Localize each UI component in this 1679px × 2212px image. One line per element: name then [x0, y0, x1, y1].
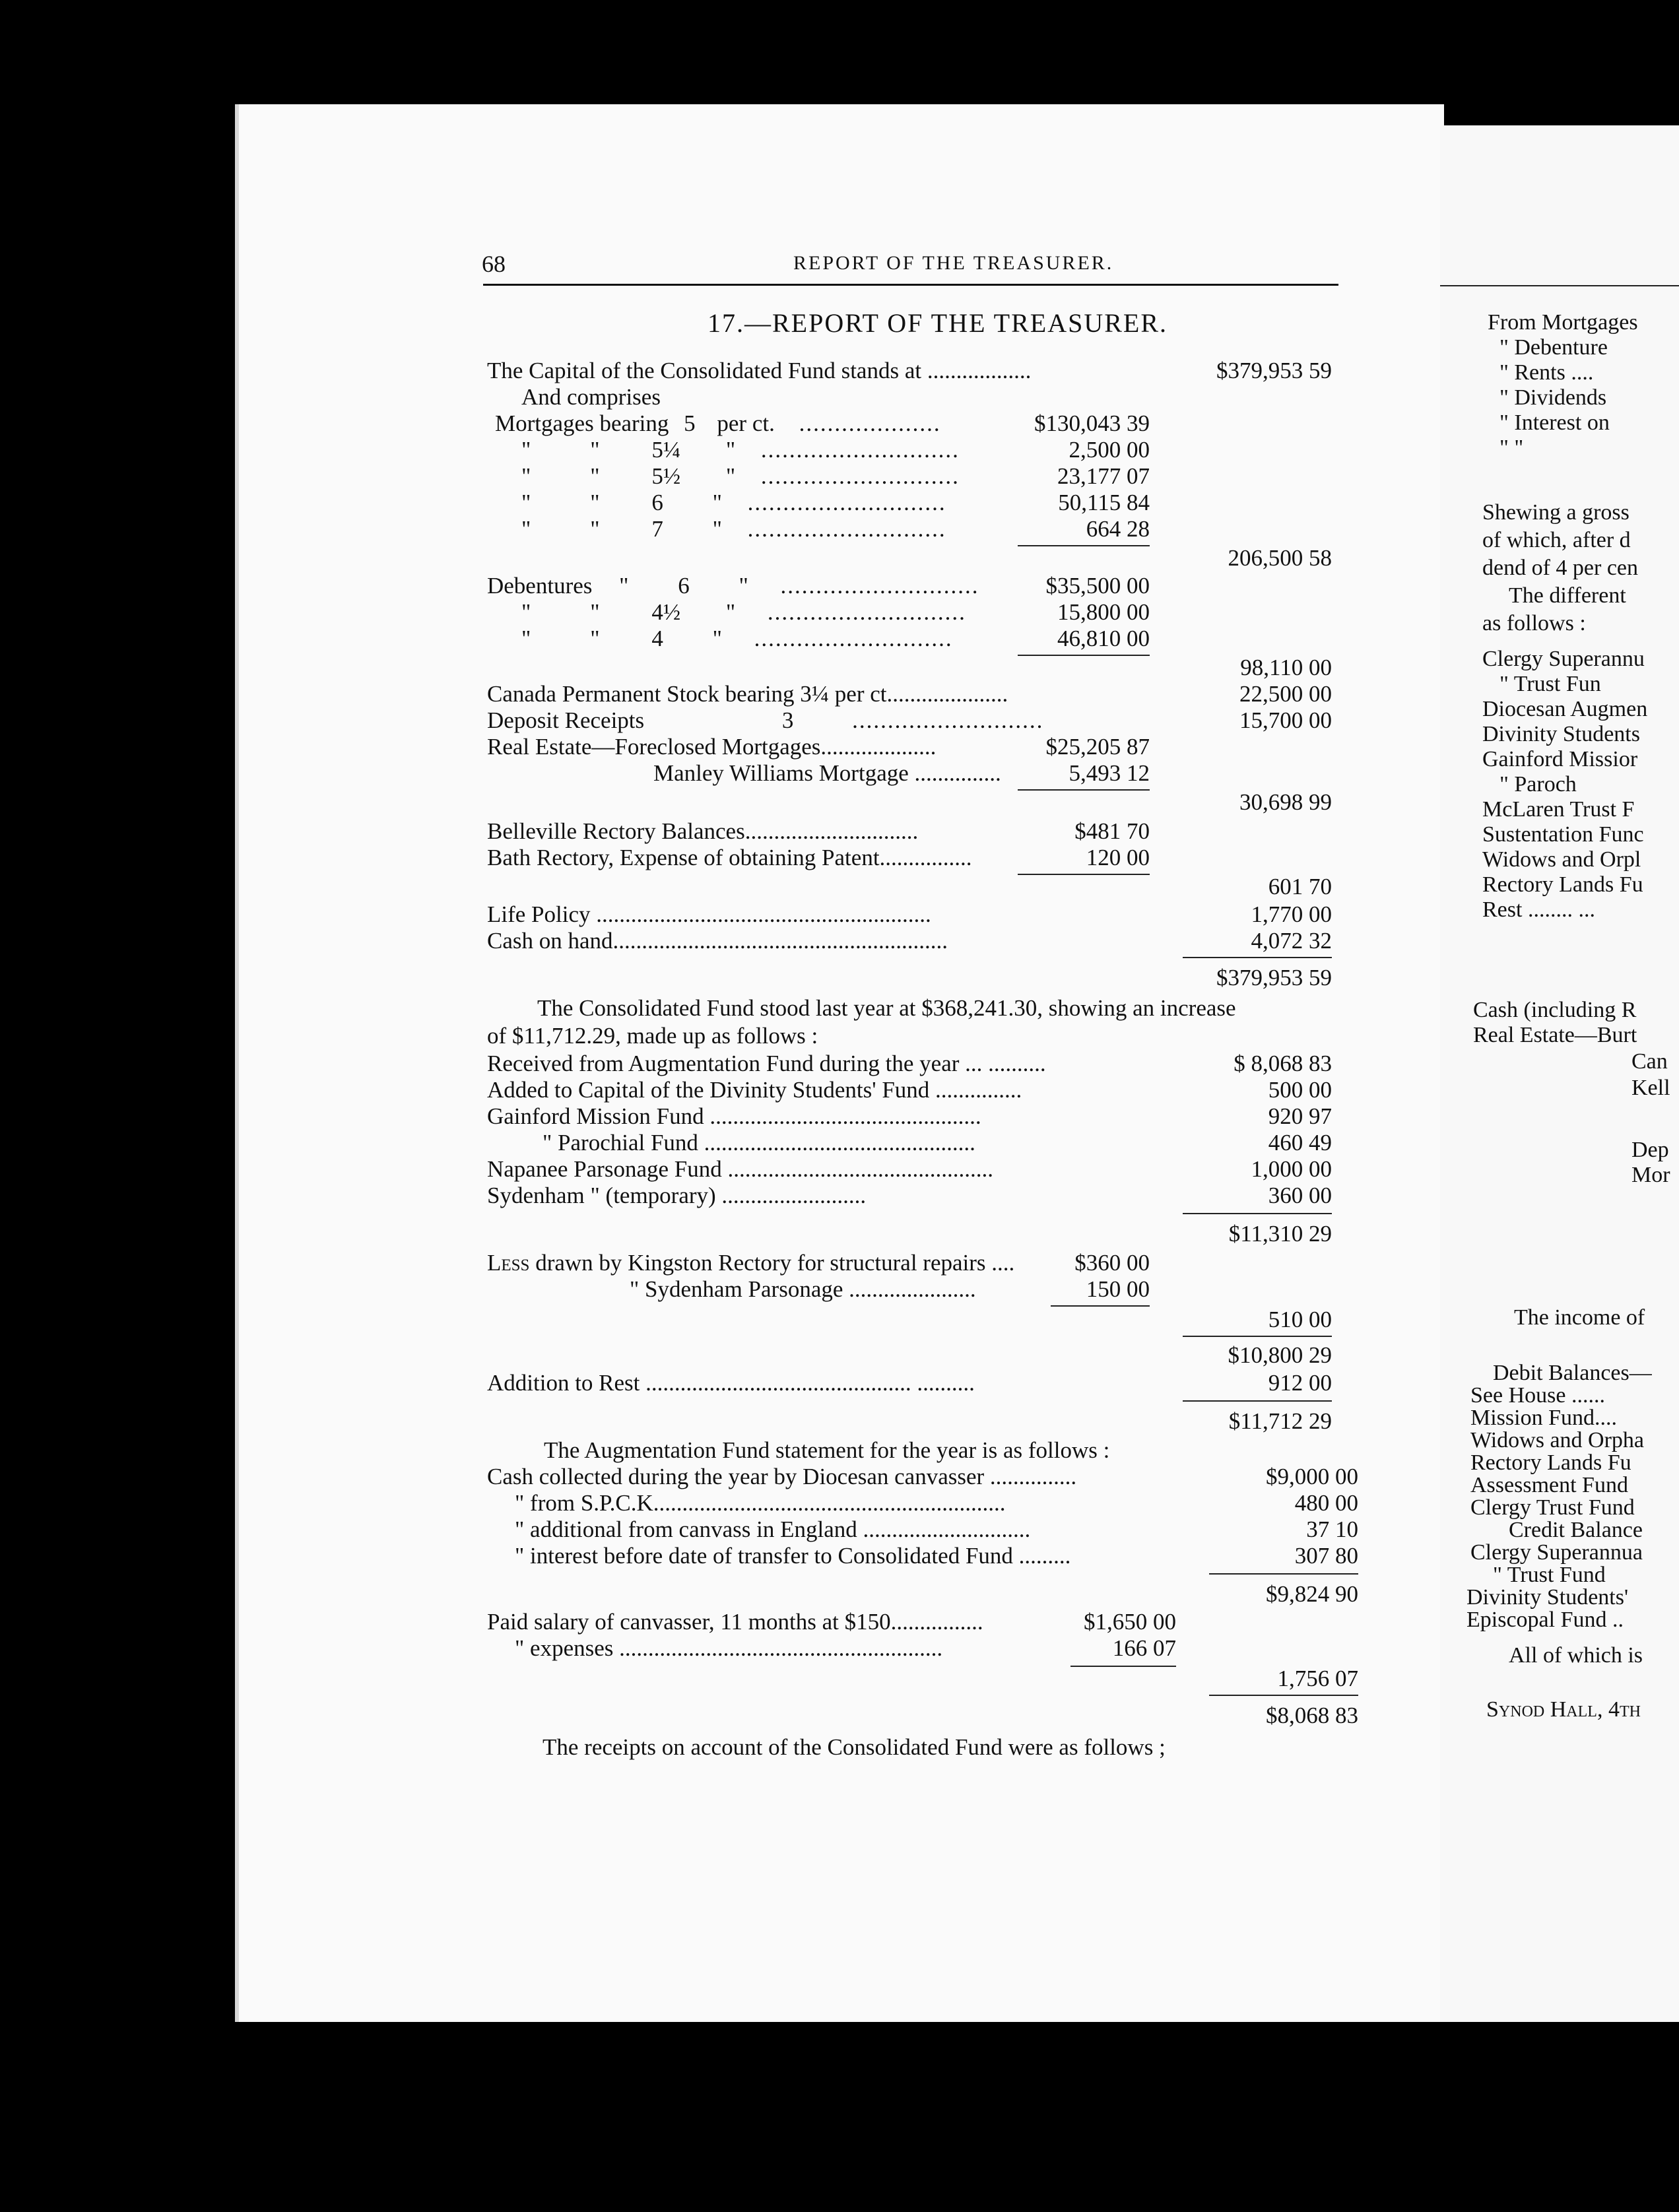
debenture-row: " " 4 " ............................: [521, 626, 953, 651]
mortgage-amount: 664 28: [1086, 516, 1150, 542]
right-line: Dep: [1631, 1138, 1669, 1162]
less-total: 510 00: [1268, 1307, 1332, 1332]
receipts-para: The receipts on account of the Consolidated Fund were as follows ;: [543, 1734, 1166, 1760]
mortgage-row: " " 5½ " ............................: [521, 463, 960, 489]
increase-amount: $ 8,068 83: [1234, 1051, 1332, 1076]
right-line: Kell: [1631, 1076, 1670, 1100]
paid-salary-amount: $1,650 00: [1084, 1609, 1176, 1635]
debenture-amount: 46,810 00: [1057, 626, 1150, 651]
total-rule: [1183, 957, 1332, 958]
manley-amount: 5,493 12: [1069, 760, 1150, 786]
right-line: Diocesan Augmen: [1482, 697, 1648, 721]
cash-on-hand-line: Cash on hand..........................................................: [487, 928, 948, 954]
mortgage-row: " " 7 " ............................: [521, 516, 946, 542]
right-line: " ": [1499, 436, 1524, 460]
augmentation-line: " from S.P.C.K.............................................................: [515, 1490, 1006, 1516]
right-line: " Paroch: [1499, 772, 1577, 797]
augmentation-net: $8,068 83: [1266, 1703, 1358, 1728]
right-line: Widows and Orpha: [1470, 1428, 1645, 1452]
rectory-total: 601 70: [1268, 874, 1332, 899]
page-number: 68: [482, 251, 506, 277]
augmentation-para: The Augmentation Fund statement for the year is as follows :: [544, 1437, 1110, 1463]
section-title: 17.—REPORT OF THE TREASURER.: [708, 308, 1168, 338]
increases-total: $11,310 29: [1228, 1221, 1332, 1247]
right-line: Mor: [1631, 1163, 1670, 1187]
deposit-receipts-line: Deposit Receipts 3 ...........................: [487, 707, 1044, 733]
debenture-amount: $35,500 00: [1045, 573, 1150, 599]
mortgage-row: " " 6 " ............................: [521, 490, 946, 515]
right-line: Shewing a gross: [1482, 500, 1630, 525]
total-rule: [1183, 1336, 1332, 1337]
canada-permanent-amount: 22,500 00: [1239, 681, 1332, 707]
addition-total: $11,712 29: [1228, 1408, 1332, 1434]
increase-amount: 920 97: [1268, 1103, 1332, 1129]
capital-line: The Capital of the Consolidated Fund stands at ..................: [487, 358, 1032, 383]
debenture-amount: 15,800 00: [1057, 599, 1150, 625]
right-line: Rectory Lands Fu: [1482, 872, 1643, 897]
less-drawn-line: Less drawn by Kingston Rectory for structural repairs ....: [487, 1250, 1015, 1276]
debenture-row: " " 4½ " ............................: [521, 599, 966, 625]
right-line: " Debenture: [1499, 335, 1608, 360]
canada-permanent-line: Canada Permanent Stock bearing 3¼ per ct.....................: [487, 681, 1008, 707]
right-line: Can: [1631, 1049, 1668, 1074]
augmentation-amount: $9,000 00: [1266, 1464, 1358, 1489]
increase-line: " Parochial Fund ...............................................: [543, 1130, 975, 1155]
life-policy-line: Life Policy ..........................................................: [487, 901, 931, 927]
header-rule: [483, 284, 1338, 286]
cash-on-hand-amount: 4,072 32: [1251, 928, 1332, 954]
increase-line: Gainford Mission Fund ...............................................: [487, 1103, 981, 1129]
right-line: Widows and Orpl: [1482, 847, 1641, 872]
running-header-title: REPORT OF THE TREASURER.: [793, 252, 1114, 274]
subtotal-rule: [1051, 1305, 1150, 1307]
right-line: Rectory Lands Fu: [1470, 1450, 1631, 1475]
augmentation-line: " additional from canvass in England .............................: [515, 1516, 1031, 1542]
grand-total: $379,953 59: [1216, 965, 1332, 991]
increase-line: Added to Capital of the Divinity Students' Fund ...............: [487, 1077, 1022, 1103]
increase-amount: 460 49: [1268, 1130, 1332, 1155]
right-line: " Dividends: [1499, 385, 1607, 410]
right-line: Assessment Fund: [1470, 1473, 1628, 1497]
right-line: Divinity Students': [1466, 1585, 1629, 1610]
left-page: [235, 104, 1444, 2022]
addition-to-rest-amount: 912 00: [1268, 1370, 1332, 1396]
right-line: Clergy Trust Fund: [1470, 1495, 1635, 1520]
total-rule: [1183, 1400, 1332, 1402]
right-line: McLaren Trust F: [1482, 797, 1635, 822]
header-rule: [1440, 285, 1679, 286]
right-line: Cash (including R: [1473, 998, 1637, 1022]
life-policy-amount: 1,770 00: [1251, 901, 1332, 927]
total-rule: [1209, 1695, 1358, 1696]
mortgage-amount: 50,115 84: [1058, 490, 1150, 515]
right-line: as follows :: [1482, 611, 1586, 635]
right-line: Gainford Missior: [1482, 747, 1638, 771]
right-line: of which, after d: [1482, 528, 1631, 552]
addition-to-rest-line: Addition to Rest .............................................. ..........: [487, 1370, 975, 1396]
mortgage-amount: $130,043 39: [1034, 410, 1150, 436]
right-line: Episcopal Fund ..: [1466, 1608, 1624, 1632]
paid-total: 1,756 07: [1277, 1666, 1358, 1691]
right-line: Synod Hall, 4th: [1486, 1697, 1641, 1722]
mortgage-row: Mortgages bearing 5 per ct. ....................: [495, 410, 941, 436]
subtotal-rule: [1070, 1666, 1176, 1667]
real-estate-amount: $25,205 87: [1045, 734, 1150, 760]
right-line: Mission Fund....: [1470, 1406, 1617, 1430]
sydenham-parsonage-line: " Sydenham Parsonage ......................: [630, 1276, 976, 1302]
belleville-line: Belleville Rectory Balances..............................: [487, 818, 919, 844]
increase-amount: 500 00: [1268, 1077, 1332, 1103]
right-line: " Trust Fun: [1499, 672, 1601, 696]
expenses-line: " expenses ........................................................: [515, 1635, 943, 1661]
paid-salary-line: Paid salary of canvasser, 11 months at $150................: [487, 1609, 983, 1635]
belleville-amount: $481 70: [1074, 818, 1150, 844]
debentures-total: 98,110 00: [1240, 655, 1332, 680]
right-line: Debit Balances—: [1493, 1361, 1652, 1385]
bath-amount: 120 00: [1086, 845, 1150, 870]
right-line: " Trust Fund: [1493, 1563, 1606, 1587]
right-line: All of which is: [1509, 1643, 1643, 1668]
right-line: Clergy Superannu: [1482, 647, 1645, 671]
expenses-amount: 166 07: [1112, 1635, 1176, 1661]
right-line: The income of: [1514, 1305, 1645, 1330]
right-line: The different: [1509, 583, 1626, 608]
augmentation-line: " interest before date of transfer to Consolidated Fund .........: [515, 1543, 1071, 1569]
augmentation-line: Cash collected during the year by Diocesan canvasser ...............: [487, 1464, 1077, 1489]
debenture-row: Debentures " 6 " ............................: [487, 573, 979, 599]
subtotal-rule: [1018, 874, 1150, 875]
increase-amount: 360 00: [1268, 1183, 1332, 1208]
augmentation-amount: 480 00: [1294, 1490, 1358, 1516]
right-line: Real Estate—Burt: [1473, 1023, 1637, 1047]
consolidated-para-line2: of $11,712.29, made up as follows :: [487, 1023, 818, 1049]
sydenham-parsonage-amount: 150 00: [1086, 1276, 1150, 1302]
net-amount: $10,800 29: [1228, 1342, 1332, 1368]
right-line: dend of 4 per cen: [1482, 556, 1639, 580]
subtotal-rule: [1018, 789, 1150, 791]
deposit-receipts-amount: 15,700 00: [1239, 707, 1332, 733]
mortgage-amount: 23,177 07: [1057, 463, 1150, 489]
right-line: Credit Balance: [1509, 1518, 1643, 1542]
manley-line: Manley Williams Mortgage ...............: [653, 760, 1001, 786]
capital-amount: $379,953 59: [1216, 358, 1332, 383]
subtotal-rule: [1183, 1213, 1332, 1214]
right-line: " Rents ....: [1499, 360, 1594, 385]
increase-line: Sydenham " (temporary) .........................: [487, 1183, 867, 1208]
right-line: Clergy Superannua: [1470, 1540, 1643, 1565]
subtotal-rule: [1018, 545, 1150, 546]
augmentation-amount: 37 10: [1306, 1516, 1358, 1542]
mortgage-amount: 2,500 00: [1069, 437, 1150, 463]
real-estate-line: Real Estate—Foreclosed Mortgages....................: [487, 734, 937, 760]
comprises-label: And comprises: [521, 384, 661, 410]
augmentation-amount: 307 80: [1294, 1543, 1358, 1569]
right-page-fragment: [1440, 125, 1679, 2022]
less-drawn-amount: $360 00: [1074, 1250, 1150, 1276]
mortgages-total: 206,500 58: [1228, 545, 1332, 571]
right-line: " Interest on: [1499, 410, 1610, 435]
increase-amount: 1,000 00: [1251, 1156, 1332, 1182]
subtotal-rule: [1018, 655, 1150, 656]
consolidated-para-line1: The Consolidated Fund stood last year at $368,241.30, showing an increase: [537, 995, 1236, 1021]
bath-line: Bath Rectory, Expense of obtaining Patent................: [487, 845, 972, 870]
real-estate-total: 30,698 99: [1239, 789, 1332, 815]
right-line: From Mortgages: [1488, 310, 1638, 335]
mortgage-row: " " 5¼ " ............................: [521, 437, 960, 463]
right-line: Divinity Students: [1482, 722, 1640, 746]
increase-line: Received from Augmentation Fund during the year ... ..........: [487, 1051, 1046, 1076]
increase-line: Napanee Parsonage Fund ..............................................: [487, 1156, 993, 1182]
total-rule: [1209, 1573, 1358, 1575]
augmentation-total: $9,824 90: [1266, 1581, 1358, 1607]
right-line: Rest ........ ...: [1482, 897, 1595, 922]
right-line: Sustentation Func: [1482, 822, 1644, 847]
right-line: See House ......: [1470, 1383, 1605, 1408]
